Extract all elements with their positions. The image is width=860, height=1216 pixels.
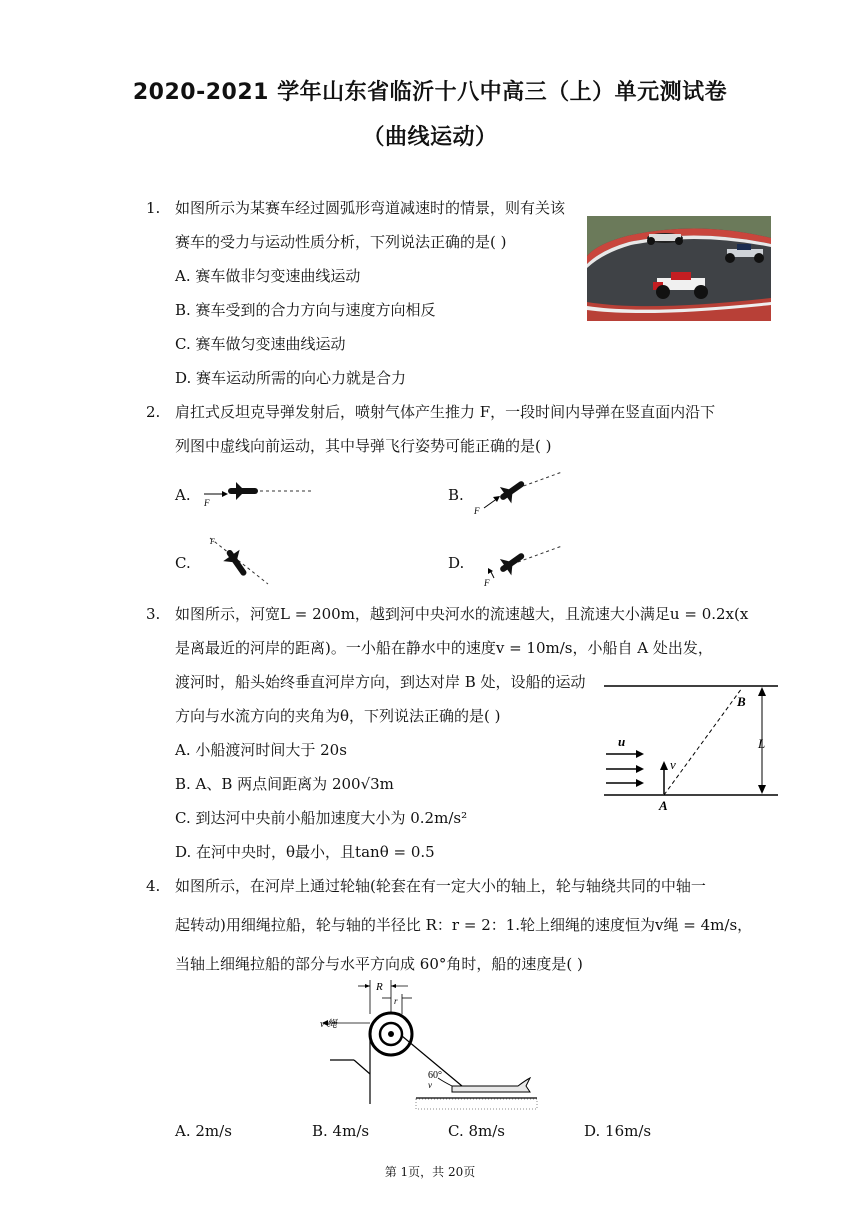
svg-text:v 绳: v 绳 xyxy=(320,1019,337,1030)
option-d: D. xyxy=(448,554,465,572)
svg-text:R: R xyxy=(376,981,383,993)
page-footer: 第 1页，共 20页 xyxy=(384,1165,476,1179)
option-c: C. xyxy=(175,554,191,572)
svg-text:u: u xyxy=(618,734,626,749)
svg-text:F: F xyxy=(210,537,215,546)
option-a: A. 小船渡河时间大于 20s xyxy=(175,741,347,759)
question-text: 渡河时，船头始终垂直河岸方向，到达对岸 B 处，设船的运动 xyxy=(175,673,586,691)
wheel-axle-diagram xyxy=(312,974,542,1114)
page-subtitle: （曲线运动） xyxy=(362,125,498,150)
option-c: C. 到达河中央前小船加速度大小为 0.2m/s² xyxy=(175,809,468,827)
option-a: A. 赛车做非匀变速曲线运动 xyxy=(175,267,361,285)
option-b: B. A、B 两点间距离为 200√3m xyxy=(175,775,394,793)
svg-text:A: A xyxy=(659,798,668,813)
question-text: 是离最近的河岸的距离)。一小船在静水中的速度v = 10m/s，小船自 A 处出发， xyxy=(175,639,713,657)
option-d: D. 赛车运动所需的向心力就是合力 xyxy=(175,369,407,387)
page-title: 2020-2021 学年山东省临沂十八中高三（上）单元测试卷 xyxy=(132,80,728,105)
svg-text:v: v xyxy=(428,1080,432,1090)
svg-text:L: L xyxy=(758,736,766,751)
svg-text:B: B xyxy=(737,694,746,709)
svg-text:F: F xyxy=(204,498,210,508)
option-c: C. 8m/s xyxy=(448,1122,505,1140)
option-d: D. 16m/s xyxy=(584,1122,652,1140)
option-a: A. 2m/s xyxy=(175,1122,232,1140)
question-number: 2. xyxy=(146,403,161,421)
option-d: D. 在河中央时，θ最小，且tanθ = 0.5 xyxy=(175,843,435,861)
question-text: 肩扛式反坦克导弹发射后，喷射气体产生推力 F，一段时间内导弹在竖直面内沿下 xyxy=(175,403,716,421)
question-text: 赛车的受力与运动性质分析，下列说法正确的是( ) xyxy=(175,233,507,251)
question-text: 方向与水流方向的夹角为θ，下列说法正确的是( ) xyxy=(175,707,501,725)
svg-text:r: r xyxy=(394,996,398,1006)
option-a: A. xyxy=(175,486,191,504)
svg-text:60°: 60° xyxy=(428,1070,442,1081)
race-car-photo xyxy=(587,216,771,321)
missile-figure-a xyxy=(198,478,318,508)
question-number: 1. xyxy=(146,199,161,217)
question-number: 4. xyxy=(146,877,161,895)
question-text: 当轴上细绳拉船的部分与水平方向成 60°角时，船的速度是( ) xyxy=(175,955,583,973)
river-diagram xyxy=(600,676,782,816)
svg-text:v: v xyxy=(670,757,676,772)
option-b: B. 4m/s xyxy=(312,1122,370,1140)
question-text: 起转动)用细绳拉船，轮与轴的半径比 R：r = 2：1.轮上细绳的速度恒为v绳 = 4m/s， xyxy=(175,916,753,934)
svg-text:F: F xyxy=(484,578,490,588)
option-b: B. 赛车受到的合力方向与速度方向相反 xyxy=(175,301,436,319)
question-number: 3. xyxy=(146,605,161,623)
question-text: 列图中虚线向前运动，其中导弹飞行姿势可能正确的是( ) xyxy=(175,437,552,455)
option-c: C. 赛车做匀变速曲线运动 xyxy=(175,335,346,353)
missile-figure-d xyxy=(468,540,568,590)
question-text: 如图所示为某赛车经过圆弧形弯道减速时的情景，则有关该 xyxy=(175,199,566,217)
missile-figure-b xyxy=(468,468,568,518)
question-text: 如图所示，河宽L = 200m，越到河中央河水的流速越大，且流速大小满足u = 0.2x(x xyxy=(175,605,749,623)
option-b: B. xyxy=(448,486,464,504)
question-text: 如图所示，在河岸上通过轮轴(轮套在有一定大小的轴上，轮与轴绕共同的中轴一 xyxy=(175,877,706,895)
svg-text:F: F xyxy=(474,506,480,516)
missile-figure-c xyxy=(200,532,275,590)
